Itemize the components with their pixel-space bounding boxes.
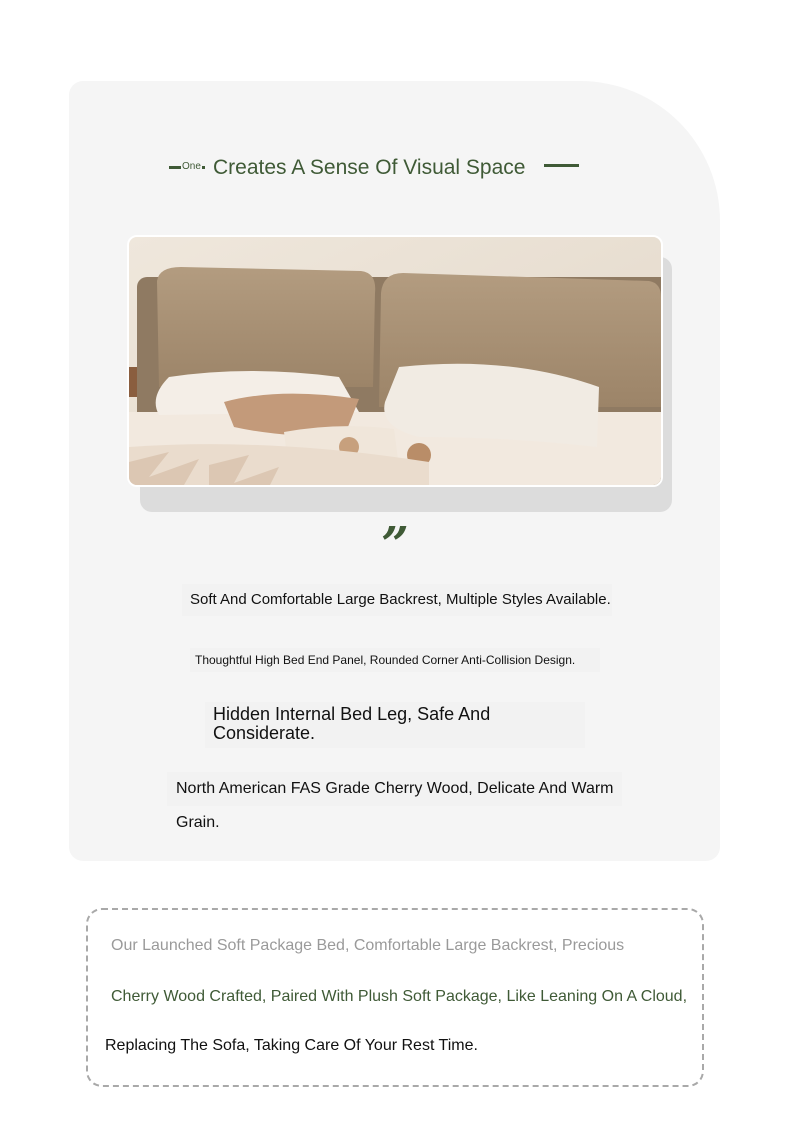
bed-photo-icon xyxy=(129,237,661,485)
description-line-2: Cherry Wood Crafted, Paired With Plush Soft Package, Like Leaning On A Cloud, xyxy=(111,988,688,1005)
section-title-row xyxy=(0,150,790,186)
section-number-label: One xyxy=(182,161,201,172)
quote-mark: ” xyxy=(381,517,409,573)
bed-photo xyxy=(127,235,663,487)
description-line-1: Our Launched Soft Package Bed, Comfortable Large Backrest, Precious xyxy=(111,937,625,954)
feature-cherry-wood: North American FAS Grade Cherry Wood, Delicate And Warm Grain. xyxy=(167,772,622,806)
section-title: Creates A Sense Of Visual Space xyxy=(213,156,526,179)
feature-hidden-bed-leg: Hidden Internal Bed Leg, Safe And Considerate. xyxy=(205,702,585,748)
description-line-3: Replacing The Sofa, Taking Care Of Your Rest Time. xyxy=(105,1037,478,1054)
feature-backrest: Soft And Comfortable Large Backrest, Multiple Styles Available. xyxy=(182,584,612,616)
title-dash-right xyxy=(544,164,579,167)
feature-bed-end-panel: Thoughtful High Bed End Panel, Rounded Corner Anti-Collision Design. xyxy=(190,648,600,672)
